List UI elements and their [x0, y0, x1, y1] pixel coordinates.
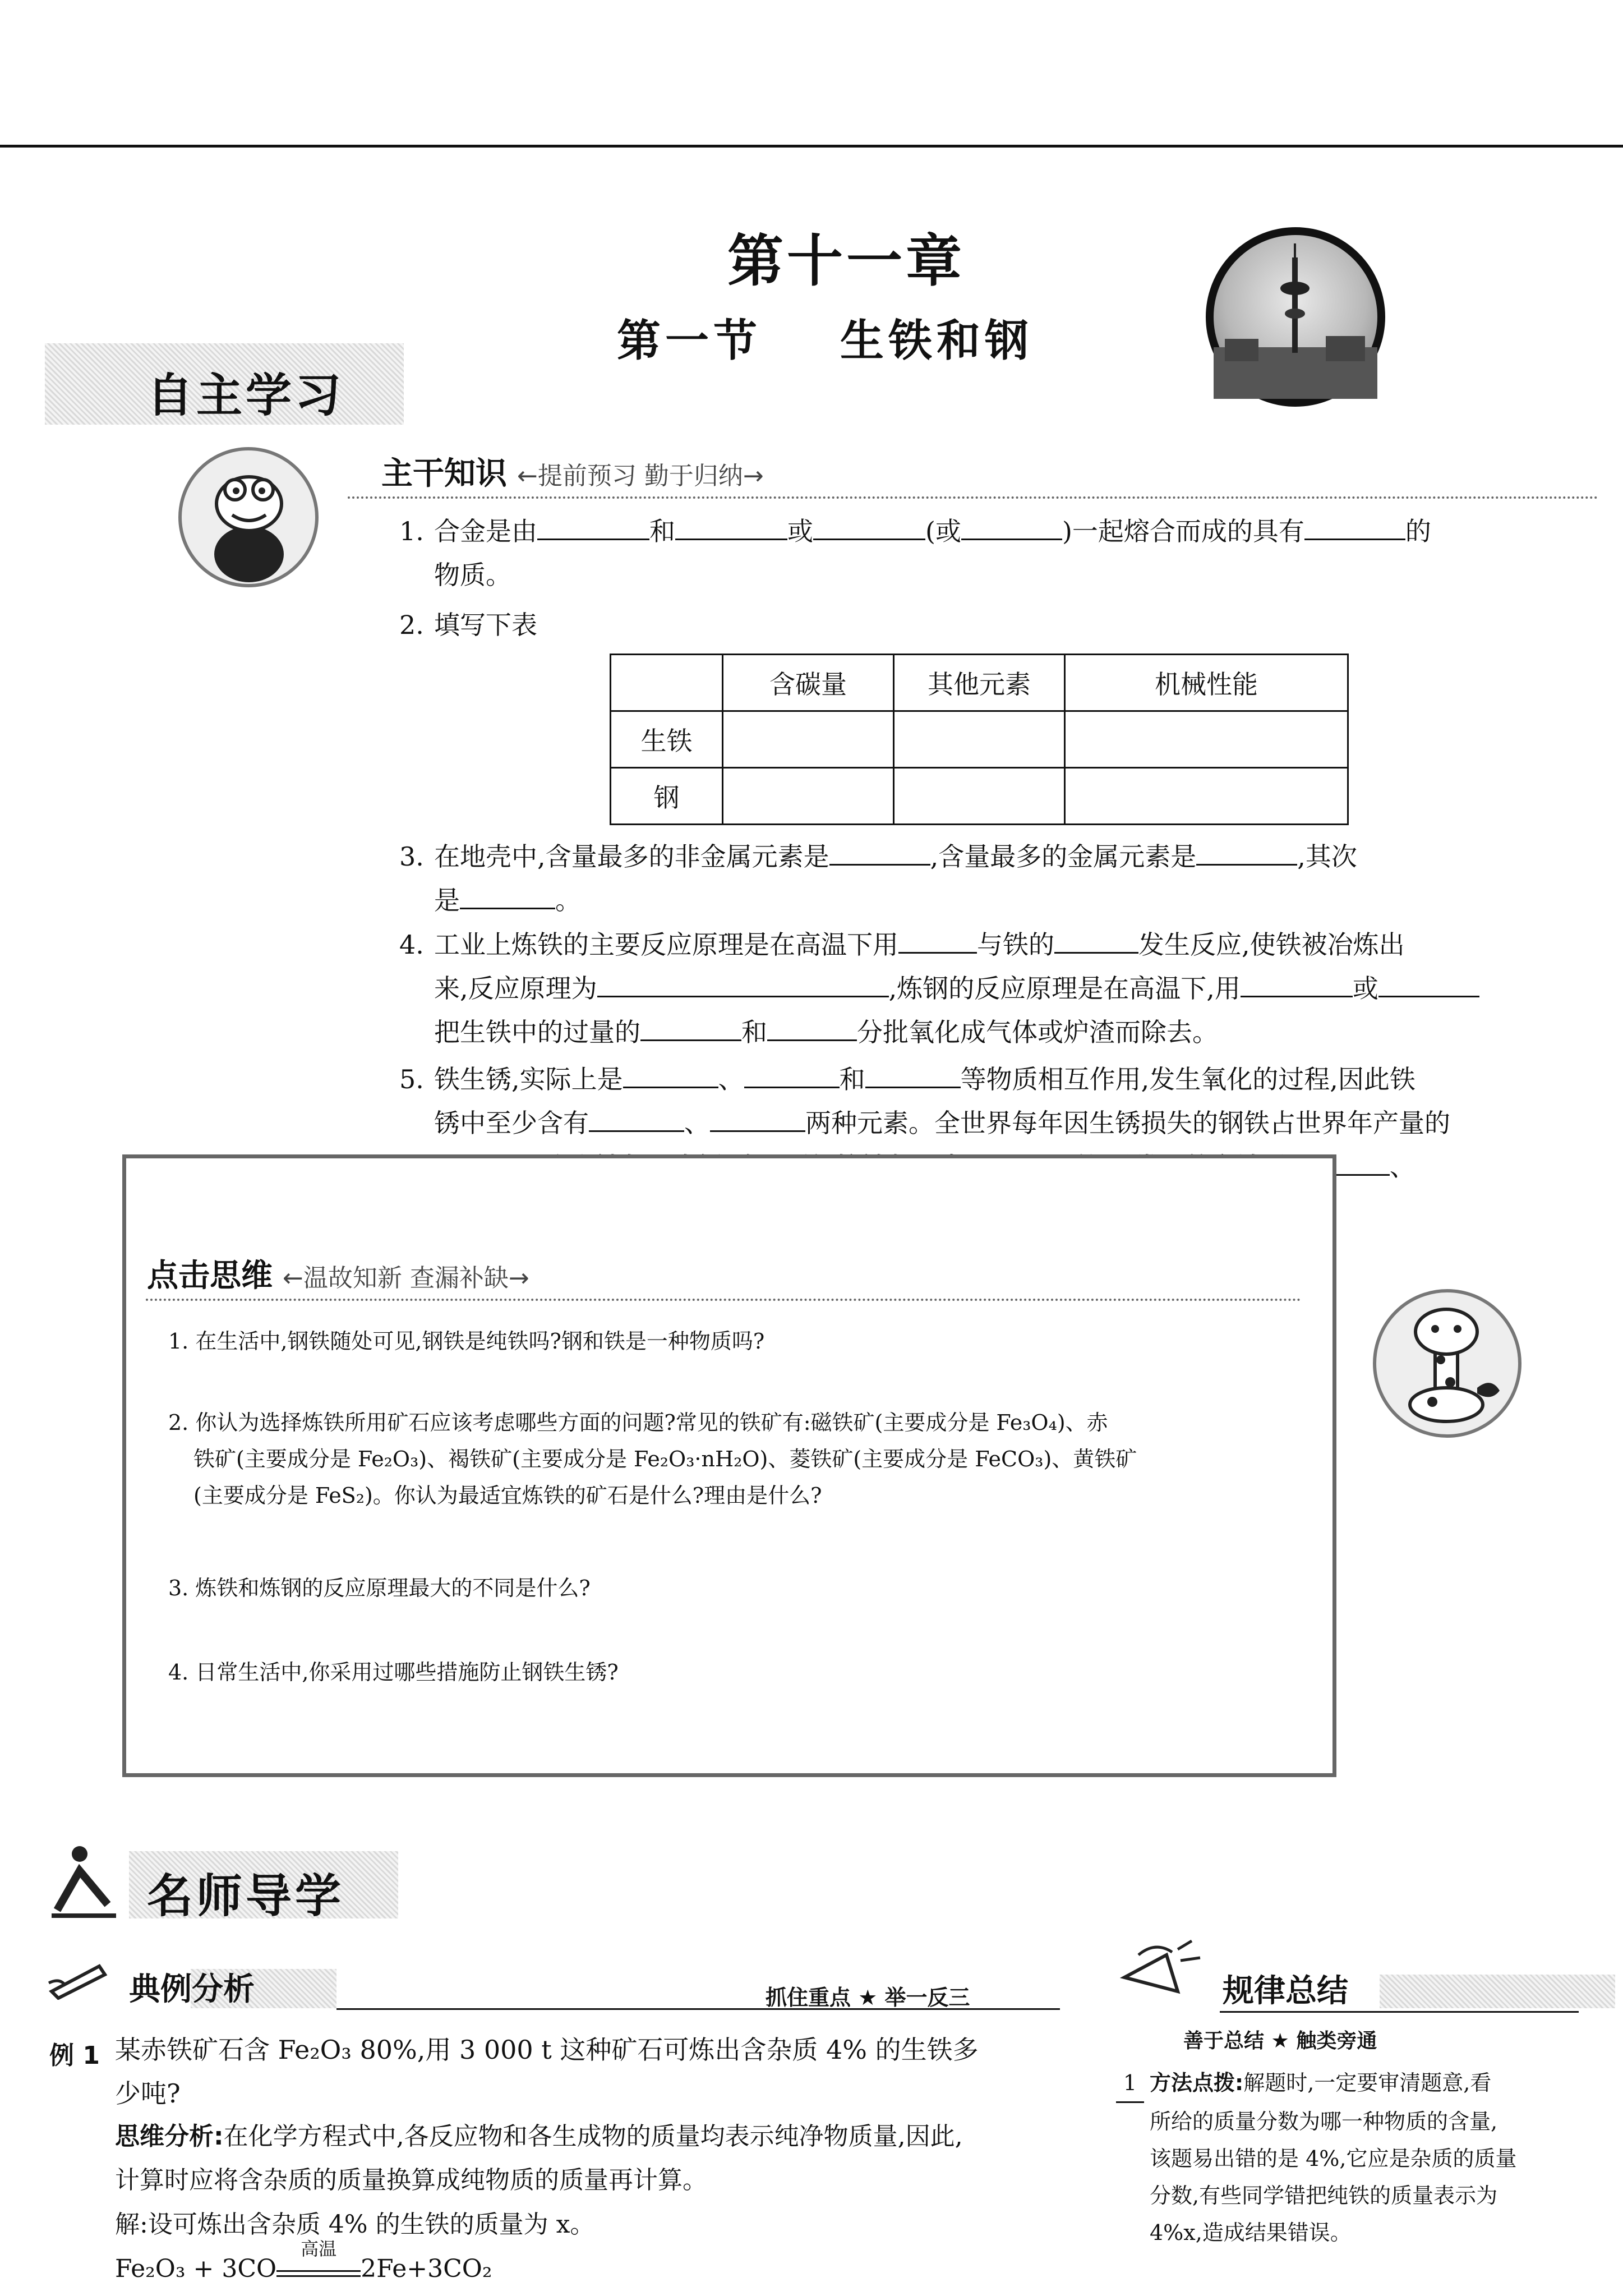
- analysis-label: 思维分析:: [115, 2122, 224, 2151]
- thinking-question: 3. 炼铁和炼钢的反应原理最大的不同是什么?: [168, 1576, 591, 1600]
- answer-blank[interactable]: [597, 973, 889, 997]
- megaphone-icon: [1116, 1938, 1211, 2000]
- answer-blank[interactable]: [589, 1108, 684, 1132]
- rules-tag: 善于总结 ★ 触类旁通: [1183, 2030, 1377, 2053]
- runner-icon: [46, 1837, 119, 1921]
- table-row: [611, 711, 1348, 768]
- thinking-divider: [146, 1299, 1301, 1301]
- table-header-cell: [611, 655, 723, 711]
- rules-line: 所给的质量分数为哪一种物质的含量,: [1150, 2109, 1498, 2134]
- answer-blank[interactable]: [1196, 841, 1297, 866]
- rules-label: 方法点拨:: [1150, 2070, 1244, 2095]
- table-row: [611, 768, 1348, 825]
- chemical-equation: Fe₂O₃ + 3CO 高温 2Fe+3CO₂: [115, 2238, 492, 2283]
- example-label: 例 1: [49, 2041, 100, 2070]
- thinking-title: [147, 1251, 529, 1296]
- table-cell[interactable]: [1065, 711, 1348, 768]
- rules-line: 4%x,造成结果错误。: [1150, 2220, 1352, 2245]
- answer-blank[interactable]: [865, 1064, 961, 1088]
- rules-number: 1: [1116, 2064, 1144, 2103]
- answer-blank[interactable]: [767, 1017, 857, 1041]
- table-cell[interactable]: [1065, 768, 1348, 825]
- table-header-cell: 含碳量: [723, 655, 894, 711]
- solution-line: 解:设可炼出含杂质 4% 的生铁的质量为 x。: [115, 2210, 595, 2239]
- example-text-line: 少吨?: [115, 2078, 181, 2109]
- answer-blank[interactable]: [744, 1064, 840, 1088]
- question-2: 2. 填写下表: [399, 610, 537, 640]
- answer-blank[interactable]: [829, 841, 930, 866]
- teacher-guide-heading: 名师导学: [147, 1870, 345, 1923]
- answer-blank[interactable]: [675, 516, 787, 540]
- rules-rule: [1220, 2011, 1579, 2013]
- table-cell[interactable]: [894, 768, 1065, 825]
- answer-blank[interactable]: [640, 1017, 741, 1041]
- thinking-question: 1. 在生活中,钢铁随处可见,钢铁是纯铁吗?钢和铁是一种物质吗?: [168, 1329, 765, 1354]
- answer-blank[interactable]: [710, 1108, 805, 1132]
- table-cell[interactable]: [723, 711, 894, 768]
- thinking-question-cont: 铁矿(主要成分是 Fe₂O₃)、褐铁矿(主要成分是 Fe₂O₃·nH₂O)、菱铁矿(主要成分是 FeCO₃)、黄铁矿: [193, 1447, 1137, 1471]
- main-knowledge-divider: [348, 496, 1598, 499]
- question-3: 3. 在地壳中,含量最多的非金属元素是 ,含量最多的金属元素是 ,其次 是 。: [399, 841, 1357, 915]
- examples-rule: [336, 2008, 1060, 2010]
- question-4: 4. 工业上炼铁的主要反应原理是在高温下用 与铁的 发生反应,使铁被冶炼出 来,反应原理为 ,炼钢的反应原理是在高温下,用 或 把生铁中的过量的 和 分批氧化成气体或炉渣而除去。: [399, 923, 1611, 1054]
- answer-blank[interactable]: [1378, 973, 1479, 997]
- section-title: [617, 306, 1033, 369]
- examples-tag: 抓住重点 ★ 举一反三: [766, 1985, 970, 2010]
- thinking-tag: ←温故知新 查漏补缺→: [283, 1264, 529, 1292]
- table-row-label: 钢: [611, 768, 723, 825]
- answer-blank[interactable]: [1241, 973, 1353, 997]
- table-row-label: 生铁: [611, 711, 723, 768]
- question-5: 5. 铁生锈,实际上是 、 和 等物质相互作用,发生氧化的过程,因此铁 锈中至少含有 、 两种元素。全世界每年因生锈损失的钢铁占世界年产量的 、: [399, 1057, 1611, 1232]
- rules-line-1: 1 方法点拨:解题时,一定要审清题意,看: [1116, 2064, 1610, 2103]
- thinking-question-cont: (主要成分是 FeS₂)。你认为最适宜炼铁的矿石是什么?理由是什么?: [193, 1483, 822, 1508]
- analysis-line: 计算时应将含杂质的质量换算成纯物质的质量再计算。: [115, 2166, 707, 2194]
- section-name: 生铁和钢: [840, 315, 1034, 366]
- frog-mascot-icon: [178, 447, 319, 587]
- main-knowledge-label: 主干知识: [381, 455, 507, 492]
- analysis-line: 思维分析:在化学方程式中,各反应物和各生成物的质量均表示纯净物质量,因此,: [115, 2122, 963, 2151]
- rules-content: [1116, 2064, 1610, 2251]
- header-rule: [0, 145, 1623, 148]
- table-cell[interactable]: [723, 768, 894, 825]
- iron-steel-table: [610, 654, 1349, 825]
- main-knowledge-title: [381, 449, 764, 494]
- table-cell[interactable]: [894, 711, 1065, 768]
- rules-line: 分数,有些同学错把纯铁的质量表示为: [1150, 2183, 1498, 2208]
- tower-photo: [1206, 227, 1385, 407]
- answer-blank[interactable]: [813, 516, 925, 540]
- table-header-row: [611, 655, 1348, 711]
- answer-blank[interactable]: [1304, 516, 1405, 540]
- chapter-title: 第十一章: [727, 228, 965, 294]
- pencil-icon: [46, 1958, 110, 2000]
- question-1: 1. 合金是由 和 或 (或 )一起熔合而成的具有 的 物质。: [399, 516, 1431, 590]
- self-study-heading: 自主学习: [147, 369, 345, 422]
- answer-blank[interactable]: [623, 1064, 718, 1088]
- rules-line: 该题易出错的是 4%,它应是杂质的质量: [1150, 2146, 1517, 2171]
- thinking-question: 2. 你认为选择炼铁所用矿石应该考虑哪些方面的问题?常见的铁矿有:磁铁矿(主要成分是 Fe₃O₄)、赤: [168, 1410, 1108, 1435]
- thinking-question: 4. 日常生活中,你采用过哪些措施防止钢铁生锈?: [168, 1660, 619, 1685]
- answer-blank[interactable]: [898, 930, 977, 954]
- main-knowledge-tag: ←提前预习 勤于归纳→: [517, 462, 764, 490]
- example-text-line: 某赤铁矿石含 Fe₂O₃ 80%,用 3 000 t 这种矿石可炼出含杂质 4% 的生铁多: [115, 2035, 979, 2065]
- rules-band: [1380, 1975, 1615, 2008]
- answer-blank[interactable]: [1054, 930, 1138, 954]
- thinking-label: 点击思维: [147, 1258, 273, 1294]
- answer-blank[interactable]: [537, 516, 649, 540]
- rules-title: 规律总结: [1223, 1973, 1348, 2009]
- giraffe-mascot-icon: [1373, 1289, 1521, 1438]
- examples-title: 典例分析: [129, 1971, 255, 2008]
- answer-blank[interactable]: [460, 885, 555, 909]
- section-number: 第一节: [617, 315, 762, 366]
- table-header-cell: 其他元素: [894, 655, 1065, 711]
- answer-blank[interactable]: [961, 516, 1062, 540]
- table-header-cell: 机械性能: [1065, 655, 1348, 711]
